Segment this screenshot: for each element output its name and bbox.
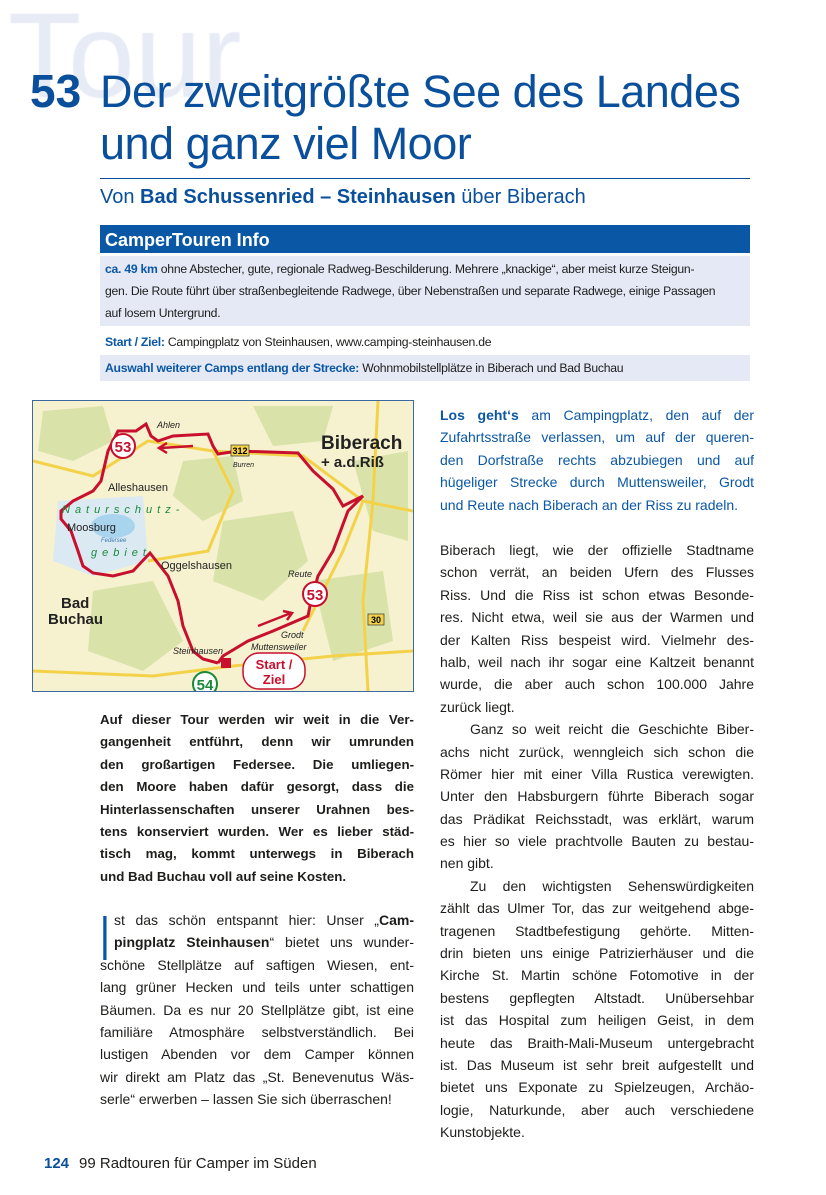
text-line: Riss. Und die Riss ist schon etwas Besonde-: [440, 586, 754, 603]
text-line: bestens gepflegten Altstadt. Unübersehbar: [440, 989, 754, 1006]
text-line: Ganz so weit reicht die Geschichte Biber-: [470, 721, 754, 738]
place-label: Moosburg: [67, 522, 116, 534]
text-line: serle“ erwerben – lassen Sie sich überraschen!: [100, 1091, 392, 1108]
road-sign-30: [368, 614, 384, 625]
text-line: Kirche St. Martin schöne Fotomotive in der: [440, 967, 754, 984]
start-label: [243, 653, 305, 689]
place-label: Biberach: [321, 433, 403, 454]
route-badge-53: [111, 434, 135, 458]
text-line: zählt das Ulmer Tor, das zur weitgehend abge-: [440, 900, 754, 917]
text-line: halb, weil nach ihr sogar eine Kaltzeit benannt: [440, 653, 754, 670]
road-number: 30: [370, 615, 382, 625]
text-line: res. Nicht etwa, weil sie aus der Warmen und: [440, 609, 754, 626]
text-line: achs nicht zurück, wenngleich sich schon die: [440, 743, 754, 760]
subtitle-route: Bad Schussenried – Steinhausen: [140, 186, 456, 208]
text-line: bietet uns Exponate zu Spielzeugen, Archäo-: [440, 1079, 754, 1096]
place-label: Bad: [61, 595, 90, 612]
text-line: “ bietet uns wunder-: [269, 934, 414, 951]
info-heading: CamperTouren Info: [100, 225, 750, 253]
text-line: zurück liegt.: [440, 698, 515, 715]
place-label: Steinhausen: [173, 646, 224, 656]
page-footer: [44, 1155, 317, 1172]
page-title: [100, 66, 740, 170]
start-label-text: Start /: [255, 657, 293, 672]
text-line: tisch mag, kommt unterwegs in Biberach: [100, 846, 414, 862]
place-label: Ahlen: [157, 420, 181, 430]
paragraph: [440, 875, 754, 1144]
camping-paragraph: [100, 909, 414, 1111]
distance-text: ohne Abstecher, gute, regionale Radweg-Beschilderung. Mehrere „knackige“, aber meist kurze Steigun-: [157, 262, 695, 276]
place-label: Federsee: [101, 538, 127, 544]
route-badge-text: 53: [114, 439, 132, 456]
text-line: schöne Stellplätze auf saftigen Wiesen, ent-: [100, 956, 414, 973]
text-line: schon verrät, an beiden Ufern des Flusses: [440, 564, 754, 581]
camps-text: Wohnmobilstellplätze in Biberach und Bad Buchau: [359, 361, 624, 375]
place-label: + a.d.Riß: [321, 454, 384, 471]
place-label: Grodt: [281, 630, 304, 640]
distance-text: auf losem Untergrund.: [105, 306, 221, 320]
text-line: familiäre Atmosphäre selbstverständlich. Bei: [100, 1023, 414, 1040]
place-label: Reute: [288, 569, 313, 579]
place-label: gebiet: [91, 547, 151, 559]
tour-number: 53: [30, 65, 82, 117]
text-line: am Campingplatz, den auf der: [518, 407, 754, 423]
info-camps: [100, 355, 750, 381]
text-line: das Prädikat Reichsstadt, was erklärt, warum: [440, 810, 754, 827]
text-line: hügeliger Strecke durch Muttensweiler, Grodt: [440, 474, 754, 491]
text-line: Unter den Habsburgern führte Biberach sogar: [440, 788, 754, 805]
route-map: [32, 400, 414, 692]
info-start: [100, 329, 750, 355]
text-line: Biberach liegt, wie der offizielle Stadtname: [440, 542, 754, 558]
route-badge-text: 53: [306, 587, 324, 604]
road-sign-312: [231, 445, 249, 456]
text-line: lang grüner Hecken und teils unter schattigen: [100, 979, 414, 996]
paragraph: [440, 539, 754, 718]
text-line: ist das Hospital zum heiligen Geist, in dem: [440, 1012, 754, 1029]
route-paragraph: [440, 404, 754, 516]
text-line: nen gibt.: [440, 855, 494, 872]
text-line: wir direkt am Platz das „St. Benevenutus Wäs-: [100, 1068, 414, 1085]
text-line: drin bieten uns einige Patrizierhäuser und die: [440, 945, 754, 962]
text-line: lustigen Abenden vor dem Camper können: [100, 1046, 414, 1063]
distance-text: gen. Die Route führt über straßenbegleitende Radwege, über Nebenstraßen und separate Radwege, einige Passagen: [105, 284, 716, 298]
text-line: Auf dieser Tour werden wir weit in die Ver-: [100, 712, 414, 727]
text-line: Hinterlassenschaften unserer Urahnen bes-: [100, 801, 414, 817]
book-title: 99 Radtouren für Camper im Süden: [79, 1155, 317, 1172]
title-divider: [100, 178, 750, 179]
place-label: Muttensweiler: [251, 642, 307, 652]
text-line: den Moore haben dafür gesorgt, dass die: [100, 779, 414, 795]
text-line: gangenheit entführt, denn wir umrunden: [100, 734, 414, 750]
camps-label: Auswahl weiterer Camps entlang der Strecke:: [105, 361, 360, 375]
intro-paragraph: [100, 709, 414, 888]
start-label: Start / Ziel:: [105, 335, 165, 349]
text-line: st das schön entspannt hier: Unser „: [114, 912, 379, 928]
text-line: wurde, die aber auch schon 100.000 Jahre: [440, 676, 754, 693]
page-number: 124: [44, 1155, 70, 1172]
text-line: Zufahrtsstraße verlassen, um auf der queren-: [440, 429, 754, 446]
text-bold: Cam-: [378, 912, 414, 928]
route-badge-text: 54: [196, 677, 214, 691]
paragraph: [440, 718, 754, 875]
place-label: Buchau: [48, 611, 104, 628]
place-label: Naturschutz-: [62, 504, 185, 516]
campsite-icon: [221, 658, 231, 668]
text-line: Bäumen. Da es nur 20 Stellplätze gibt, ist eine: [100, 1001, 414, 1018]
text-line: Römer hier mit einer Villa Rustica verewigten.: [440, 765, 754, 782]
road-number: 312: [232, 446, 248, 456]
text-line: den Dorfstraße rechts abzubiegen und auf: [440, 451, 754, 468]
distance-label: ca. 49 km: [105, 262, 158, 276]
campsite-name: pingplatz Steinhausen: [114, 934, 270, 951]
subtitle-suffix: über Biberach: [461, 186, 586, 208]
place-label: Oggelshausen: [161, 560, 232, 572]
start-text: Campingplatz von Steinhausen, www.camping-steinhausen.de: [164, 335, 492, 349]
place-label: Alleshausen: [108, 482, 168, 494]
text-line: tragenen Stadtbefestigung gehörte. Mitten-: [440, 922, 754, 939]
biberach-text: [440, 539, 754, 1144]
text-line: Kunstobjekte.: [440, 1124, 525, 1141]
route-badge-53: [303, 582, 327, 606]
text-line: heute das Braith-Mali-Museum untergebracht: [440, 1034, 754, 1051]
start-label-text: Ziel: [262, 672, 286, 687]
title-line: und ganz viel Moor: [100, 118, 472, 169]
text-line: logie, Naturkunde, aber auch verschiedene: [440, 1101, 754, 1118]
text-line: tens konserviert wurden. Wer es lieber städ-: [100, 823, 414, 839]
info-box: [100, 225, 750, 381]
route-badge-54: [193, 672, 217, 691]
title-line: Der zweitgrößte See des Landes: [100, 66, 741, 117]
info-distance: [100, 256, 750, 326]
text-line: und Reute nach Biberach an der Riss zu radeln.: [440, 496, 739, 513]
drop-cap: I: [100, 902, 110, 974]
text-line: und Bad Buchau voll auf seine Kosten.: [100, 868, 347, 884]
text-line: es hier so viele prachtvolle Bauten zu bestau-: [440, 833, 754, 850]
text-line: der Kalten Riss bespeist wird. Vielmehr des-: [440, 631, 754, 648]
subtitle-prefix: Von: [100, 186, 135, 208]
text-line: den großartigen Federsee. Die umliegen-: [100, 756, 414, 772]
subtitle: [100, 186, 586, 209]
route-lead: Los geht‘s: [440, 407, 519, 423]
text-line: Zu den wichtigsten Sehenswürdigkeiten: [470, 877, 754, 894]
place-label: Burren: [233, 462, 255, 469]
text-line: ist. Das Museum ist sehr breit aufgestellt und: [440, 1056, 754, 1073]
